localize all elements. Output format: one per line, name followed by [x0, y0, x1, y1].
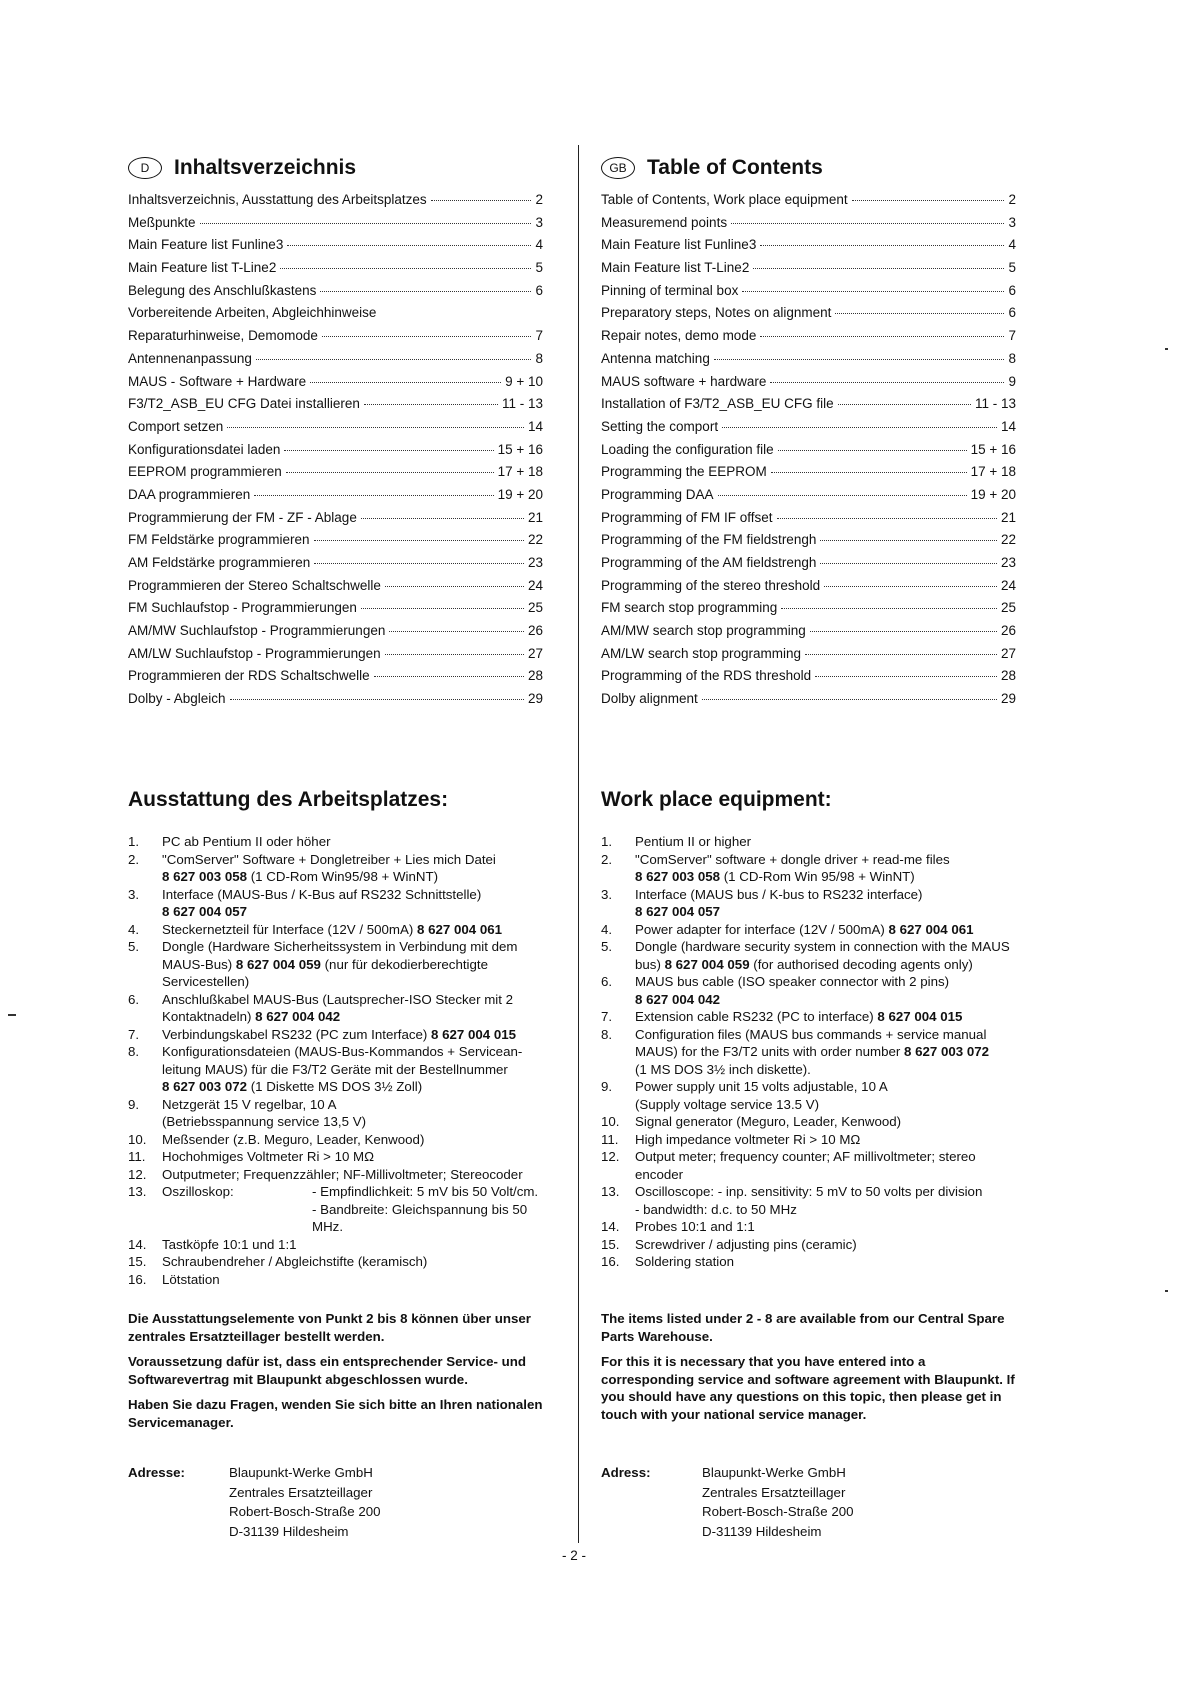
- list-item: 10. Signal generator (Meguro, Leader, Kenwood): [601, 1114, 902, 1129]
- address-line: D-31139 Hildesheim: [702, 1523, 822, 1539]
- address-line: Zentrales Ersatzteillager: [229, 1484, 373, 1500]
- toc-german-list: [128, 192, 543, 714]
- notes-de: [128, 1310, 548, 1439]
- leader-dots: [200, 223, 532, 224]
- toc-entry-label: Vorbereitende Arbeiten, Abgleichhinweise: [128, 305, 377, 321]
- address-line: Zentrales Ersatzteillager: [702, 1484, 846, 1500]
- list-item: 7. Extension cable RS232 (PC to interface) 8 627 004 015: [601, 1009, 963, 1024]
- toc-entry: [128, 260, 543, 283]
- column-divider: [578, 145, 579, 1543]
- leader-dots: [361, 518, 524, 519]
- toc-entry-label: Antennenanpassung: [128, 350, 252, 366]
- list-item: 7. Verbindungskabel RS232 (PC zum Interface) 8 627 004 015: [128, 1026, 517, 1042]
- toc-entry-label: Main Feature list T-Line2: [128, 260, 277, 276]
- toc-entry: [601, 487, 1016, 510]
- note-paragraph: Die Ausstattungselemente von Punkt 2 bis 8 können über unser zentrales Ersatzteillager bestellt werden.: [128, 1311, 531, 1344]
- address-line: Blaupunkt-Werke GmbH: [702, 1465, 846, 1480]
- notes-en: [601, 1310, 1021, 1431]
- leader-dots: [314, 540, 524, 541]
- toc-german: [128, 150, 543, 714]
- leader-dots: [314, 563, 524, 564]
- toc-entry-page: 9: [1008, 373, 1016, 389]
- list-item: 6. MAUS bus cable (ISO speaker connector with 2 pins) 8 627 004 042: [601, 974, 950, 1007]
- leader-dots: [280, 268, 531, 269]
- toc-entry: [601, 283, 1016, 306]
- toc-entry: [128, 305, 543, 328]
- leader-dots: [722, 427, 997, 428]
- language-badge-gb: GB: [601, 157, 635, 179]
- toc-entry-page: 22: [1000, 532, 1016, 548]
- address-line: Robert-Bosch-Straße 200: [229, 1504, 381, 1519]
- address-label: Adresse:: [128, 1465, 185, 1480]
- toc-entry-label: Programming of the RDS threshold: [601, 668, 812, 684]
- note-paragraph: Voraussetzung dafür ist, dass ein entsprechender Service- und Softwarevertrag mit Blaupunkt abgeschlossen wurde.: [128, 1354, 527, 1387]
- toc-entry: [601, 215, 1016, 238]
- list-item: 1. Pentium II or higher: [601, 834, 752, 849]
- leader-dots: [385, 586, 524, 587]
- toc-english: [601, 150, 1016, 714]
- toc-entry: [601, 646, 1016, 669]
- toc-german-title: Inhaltsverzeichnis: [174, 156, 357, 179]
- leader-dots: [718, 495, 967, 496]
- list-item: 16. Soldering station: [601, 1254, 735, 1269]
- toc-entry-label: AM/LW search stop programming: [601, 645, 802, 661]
- leader-dots: [389, 631, 524, 632]
- leader-dots: [320, 291, 531, 292]
- toc-entry: [601, 464, 1016, 487]
- toc-entry: [601, 237, 1016, 260]
- toc-entry-label: Belegung des Anschlußkastens: [128, 282, 317, 298]
- toc-entry: [601, 532, 1016, 555]
- list-item: 6. Anschlußkabel MAUS-Bus (Lautsprecher-ISO Stecker mit 2 Kontaktnadeln) 8 627 004 042: [128, 991, 514, 1024]
- toc-entry-page: 14: [1000, 418, 1016, 434]
- toc-german-header: [128, 150, 543, 186]
- leader-dots: [431, 200, 532, 201]
- address-lines: [229, 1463, 381, 1541]
- list-item: 11. Hochohmiges Voltmeter Ri > 10 MΩ: [128, 1149, 375, 1164]
- toc-entry-page: 14: [527, 418, 543, 434]
- address-en: [601, 1463, 854, 1541]
- toc-entry: [128, 215, 543, 238]
- toc-entry-page: 3: [1008, 214, 1016, 230]
- list-item: 5. Dongle (hardware security system in connection with the MAUS bus) 8 627 004 059 (for authorised decoding agents only): [601, 939, 1010, 972]
- toc-entry-label: Programmieren der Stereo Schaltschwelle: [128, 577, 381, 593]
- toc-entry-label: FM Suchlaufstop - Programmierungen: [128, 600, 357, 616]
- toc-entry: [128, 328, 543, 351]
- leader-dots: [731, 223, 1004, 224]
- toc-entry-page: 6: [1008, 282, 1016, 298]
- toc-entry-label: AM/LW Suchlaufstop - Programmierungen: [128, 645, 381, 661]
- leader-dots: [284, 450, 493, 451]
- equipment-list-en: [601, 833, 1021, 1271]
- toc-entry: [128, 374, 543, 397]
- leader-dots: [702, 699, 997, 700]
- toc-entry: [128, 487, 543, 510]
- leader-dots: [254, 495, 493, 496]
- toc-entry: [601, 419, 1016, 442]
- toc-entry-page: 9 + 10: [505, 373, 543, 389]
- leader-dots: [374, 676, 524, 677]
- leader-dots: [820, 563, 997, 564]
- note-paragraph: For this it is necessary that you have entered into a corresponding service and software agreement with Blaupunkt. If you should have any questions on this topic, then please get in touch with your national service manager.: [601, 1354, 1015, 1422]
- toc-entry-page: 4: [1008, 237, 1016, 253]
- leader-dots: [230, 699, 524, 700]
- list-item: 9. Power supply unit 15 volts adjustable, 10 A (Supply voltage service 13.5 V): [601, 1079, 888, 1112]
- toc-entry-label: Programmierung der FM - ZF - Ablage: [128, 509, 357, 525]
- toc-entry-page: 3: [535, 214, 543, 230]
- address-line: Robert-Bosch-Straße 200: [702, 1504, 854, 1519]
- leader-dots: [770, 382, 1004, 383]
- equipment-list-de: [128, 833, 548, 1288]
- toc-entry-page: 2: [1008, 192, 1016, 207]
- leader-dots: [835, 313, 1004, 314]
- toc-entry: [128, 600, 543, 623]
- toc-entry-label: FM Feldstärke programmieren: [128, 532, 310, 548]
- toc-entry: [128, 192, 543, 215]
- toc-entry-label: Comport setzen: [128, 418, 224, 434]
- list-item: 4. Power adapter for interface (12V / 500mA) 8 627 004 061: [601, 921, 974, 937]
- scan-speck: [1165, 1290, 1168, 1292]
- toc-entry-label: Setting the comport: [601, 418, 719, 434]
- address-label: Adress:: [601, 1465, 651, 1480]
- list-item: 8. Configuration files (MAUS bus commands + service manual MAUS) for the F3/T2 units with order number 8 627 003 072 (1 MS DOS 3½ inch diskette).: [601, 1026, 990, 1077]
- toc-entry-page: 27: [527, 645, 543, 661]
- list-item: 15. Screwdriver / adjusting pins (ceramic): [601, 1236, 857, 1252]
- toc-entry: [128, 510, 543, 533]
- toc-entry-label: Table of Contents, Work place equipment: [601, 192, 848, 207]
- toc-entry: [601, 668, 1016, 691]
- toc-entry-page: 23: [527, 555, 543, 570]
- list-item: 13. Oszilloskop: - Empfindlichkeit: 5 mV bis 50 Volt/cm. - Bandbreite: Gleichspannung bis 50 MHz.: [128, 1184, 539, 1234]
- toc-entry-page: 4: [535, 237, 543, 253]
- toc-entry: [128, 351, 543, 374]
- leader-dots: [852, 200, 1005, 201]
- address-de: [128, 1463, 381, 1541]
- toc-entry: [601, 600, 1016, 623]
- list-item: 10. Meßsender (z.B. Meguro, Leader, Kenwood): [128, 1131, 425, 1147]
- toc-entry-page: 5: [535, 260, 543, 276]
- toc-entry-page: 7: [1008, 328, 1016, 344]
- toc-entry-page: 15 + 16: [497, 441, 543, 457]
- leader-dots: [824, 586, 997, 587]
- toc-entry: [601, 351, 1016, 374]
- scan-speck: [1165, 348, 1168, 350]
- list-item: 2. "ComServer" software + dongle driver + read-me files 8 627 003 058 (1 CD-Rom Win 95/98 + WinNT): [601, 851, 950, 884]
- toc-entry: [601, 396, 1016, 419]
- toc-entry: [128, 532, 543, 555]
- toc-entry-label: AM/MW Suchlaufstop - Programmierungen: [128, 623, 386, 639]
- toc-entry-label: Measuremend points: [601, 214, 728, 230]
- toc-entry-label: Programming of the stereo threshold: [601, 577, 821, 593]
- leader-dots: [760, 336, 1004, 337]
- toc-entry: [601, 442, 1016, 465]
- equipment-title-de: Ausstattung des Arbeitsplatzes:: [128, 788, 449, 811]
- toc-entry: [128, 442, 543, 465]
- toc-entry-label: Programming of the FM fieldstrengh: [601, 532, 817, 548]
- toc-entry: [128, 237, 543, 260]
- toc-entry-label: Loading the configuration file: [601, 441, 774, 457]
- toc-entry: [601, 374, 1016, 397]
- toc-entry-page: 5: [1008, 260, 1016, 276]
- toc-entry-page: 15 + 16: [970, 441, 1016, 457]
- toc-entry-label: Pinning of terminal box: [601, 282, 739, 298]
- toc-entry-label: Programming of the AM fieldstrengh: [601, 555, 817, 570]
- toc-entry-label: Antenna matching: [601, 350, 710, 366]
- list-item: 1. PC ab Pentium II oder höher: [128, 834, 331, 849]
- list-item: 3. Interface (MAUS-Bus / K-Bus auf RS232 Schnittstelle) 8 627 004 057: [128, 886, 482, 919]
- toc-entry-page: 22: [527, 532, 543, 548]
- toc-entry: [128, 578, 543, 601]
- leader-dots: [820, 540, 997, 541]
- toc-entry-label: Programming the EEPROM: [601, 464, 767, 480]
- leader-dots: [815, 676, 997, 677]
- scan-speck: [8, 1014, 16, 1016]
- toc-entry-label: AM/MW search stop programming: [601, 623, 806, 639]
- toc-entry-page: 26: [1000, 623, 1016, 639]
- list-item: 13. Oscilloscope: - inp. sensitivity: 5 mV to 50 volts per division - bandwidth: d.c. to 50 MHz: [601, 1184, 983, 1217]
- toc-entry-page: 17 + 18: [970, 464, 1016, 480]
- leader-dots: [385, 654, 524, 655]
- toc-entry-label: FM search stop programming: [601, 600, 778, 616]
- toc-entry: [128, 646, 543, 669]
- leader-dots: [771, 472, 967, 473]
- toc-entry-label: Main Feature list Funline3: [601, 237, 757, 253]
- list-item: 12. Outputmeter; Frequenzzähler; NF-Millivoltmeter; Stereocoder: [128, 1166, 523, 1182]
- toc-entry-label: Programming DAA: [601, 486, 714, 502]
- toc-entry-label: Programmieren der RDS Schaltschwelle: [128, 668, 370, 684]
- toc-entry-label: DAA programmieren: [128, 486, 251, 502]
- list-item: 12. Output meter; frequency counter; AF millivoltmeter; stereo encoder: [601, 1149, 976, 1182]
- toc-entry: [128, 396, 543, 419]
- toc-entry-page: 21: [1000, 509, 1016, 525]
- leader-dots: [310, 382, 501, 383]
- toc-entry-page: 28: [1000, 668, 1016, 684]
- toc-entry-label: Dolby alignment: [601, 691, 698, 707]
- toc-entry: [601, 192, 1016, 215]
- leader-dots: [256, 359, 532, 360]
- toc-entry-page: 7: [535, 328, 543, 344]
- toc-entry-page: 11 - 13: [501, 396, 543, 412]
- list-item: 5. Dongle (Hardware Sicherheitssystem in Verbindung mit dem MAUS-Bus) 8 627 004 059 (nur für dekodierberechtigte Servicestellen): [128, 939, 518, 989]
- toc-entry-label: Reparaturhinweise, Demomode: [128, 328, 318, 344]
- toc-entry: [128, 419, 543, 442]
- toc-entry-label: Main Feature list Funline3: [128, 237, 284, 253]
- toc-entry-label: Konfigurationsdatei laden: [128, 441, 281, 457]
- leader-dots: [778, 450, 967, 451]
- list-item: 2. "ComServer" Software + Dongletreiber + Lies mich Datei 8 627 003 058 (1 CD-Rom Win95/98 + WinNT): [128, 851, 496, 884]
- leader-dots: [805, 654, 997, 655]
- leader-dots: [760, 245, 1004, 246]
- toc-entry: [128, 555, 543, 578]
- leader-dots: [286, 472, 494, 473]
- toc-entry-label: Inhaltsverzeichnis, Ausstattung des Arbeitsplatzes: [128, 192, 427, 207]
- toc-entry-label: Main Feature list T-Line2: [601, 260, 750, 276]
- toc-entry-page: 8: [1008, 350, 1016, 366]
- toc-entry: [128, 691, 543, 714]
- note-paragraph: Haben Sie dazu Fragen, wenden Sie sich bitte an Ihren nationalen Servicemanager.: [128, 1397, 543, 1430]
- toc-entry: [601, 510, 1016, 533]
- toc-entry-label: Programming of FM IF offset: [601, 509, 773, 525]
- language-badge-de: D: [128, 157, 162, 179]
- toc-entry-label: Installation of F3/T2_ASB_EU CFG file: [601, 396, 834, 412]
- toc-entry: [601, 305, 1016, 328]
- list-item: 11. High impedance voltmeter Ri > 10 MΩ: [601, 1131, 861, 1147]
- equipment-title-en: Work place equipment:: [601, 788, 832, 811]
- leader-dots: [361, 608, 524, 609]
- toc-entry-label: Repair notes, demo mode: [601, 328, 757, 344]
- toc-entry-page: 25: [527, 600, 543, 616]
- toc-entry-page: 24: [1000, 577, 1016, 593]
- toc-entry-page: 21: [527, 509, 543, 525]
- toc-entry-page: 27: [1000, 645, 1016, 661]
- toc-entry-label: AM Feldstärke programmieren: [128, 555, 311, 570]
- toc-entry-page: 2: [535, 192, 543, 207]
- toc-entry-page: 6: [535, 282, 543, 298]
- leader-dots: [227, 427, 524, 428]
- leader-dots: [364, 404, 498, 405]
- list-item: 14. Probes 10:1 and 1:1: [601, 1219, 755, 1234]
- toc-entry: [128, 464, 543, 487]
- toc-entry-page: 8: [535, 350, 543, 366]
- toc-entry-page: 25: [1000, 600, 1016, 616]
- leader-dots: [287, 245, 531, 246]
- toc-entry-page: 6: [1008, 305, 1016, 321]
- list-item: 9. Netzgerät 15 V regelbar, 10 A (Betriebsspannung service 13,5 V): [128, 1096, 366, 1129]
- toc-entry-page: 17 + 18: [497, 464, 543, 480]
- toc-entry-label: MAUS software + hardware: [601, 373, 767, 389]
- leader-dots: [753, 268, 1004, 269]
- toc-english-title: Table of Contents: [647, 156, 823, 179]
- leader-dots: [838, 404, 971, 405]
- toc-entry-label: EEPROM programmieren: [128, 464, 282, 480]
- page-number: - 2 -: [562, 1548, 587, 1563]
- toc-entry: [128, 283, 543, 306]
- list-item: 14. Tastköpfe 10:1 und 1:1: [128, 1236, 297, 1252]
- toc-entry-page: 24: [527, 577, 543, 593]
- toc-entry-label: Dolby - Abgleich: [128, 691, 226, 707]
- toc-entry: [601, 555, 1016, 578]
- list-item: 8. Konfigurationsdateien (MAUS-Bus-Kommandos + Servicean-leitung MAUS) für die F3/T2 Geräte mit der Bestellnummer 8 627 003 072 (1 Diskette MS DOS 3½ Zoll): [128, 1044, 523, 1094]
- toc-entry-page: 19 + 20: [497, 486, 543, 502]
- toc-entry: [601, 623, 1016, 646]
- address-line: D-31139 Hildesheim: [229, 1523, 349, 1539]
- toc-entry-label: MAUS - Software + Hardware: [128, 373, 307, 389]
- toc-entry: [601, 260, 1016, 283]
- toc-entry: [601, 328, 1016, 351]
- toc-entry-page: 19 + 20: [970, 486, 1016, 502]
- toc-english-header: [601, 150, 1016, 186]
- toc-entry: [601, 691, 1016, 714]
- toc-entry: [128, 668, 543, 691]
- toc-entry-page: 11 - 13: [974, 396, 1016, 412]
- toc-entry-page: 28: [527, 668, 543, 684]
- leader-dots: [742, 291, 1004, 292]
- leader-dots: [714, 359, 1005, 360]
- toc-entry: [128, 623, 543, 646]
- toc-entry-label: Meßpunkte: [128, 214, 196, 230]
- note-paragraph: The items listed under 2 - 8 are available from our Central Spare Parts Warehouse.: [601, 1311, 1005, 1344]
- list-item: 4. Steckernetzteil für Interface (12V / 500mA) 8 627 004 061: [128, 921, 503, 937]
- toc-english-list: [601, 192, 1016, 714]
- toc-entry-page: 29: [1000, 691, 1016, 707]
- address-line: Blaupunkt-Werke GmbH: [229, 1465, 373, 1480]
- toc-entry-label: Preparatory steps, Notes on alignment: [601, 305, 832, 321]
- toc-entry-page: 29: [527, 691, 543, 707]
- toc-entry-label: F3/T2_ASB_EU CFG Datei installieren: [128, 396, 360, 412]
- leader-dots: [781, 608, 997, 609]
- list-item: 15. Schraubendreher / Abgleichstifte (keramisch): [128, 1254, 428, 1269]
- leader-dots: [322, 336, 532, 337]
- leader-dots: [810, 631, 997, 632]
- leader-dots: [777, 518, 997, 519]
- address-lines: [702, 1463, 854, 1541]
- list-item: 3. Interface (MAUS bus / K-bus to RS232 interface) 8 627 004 057: [601, 886, 923, 919]
- toc-entry: [601, 578, 1016, 601]
- toc-entry-page: 26: [527, 623, 543, 639]
- toc-entry-page: 23: [1000, 555, 1016, 570]
- list-item: 16. Lötstation: [128, 1271, 220, 1287]
